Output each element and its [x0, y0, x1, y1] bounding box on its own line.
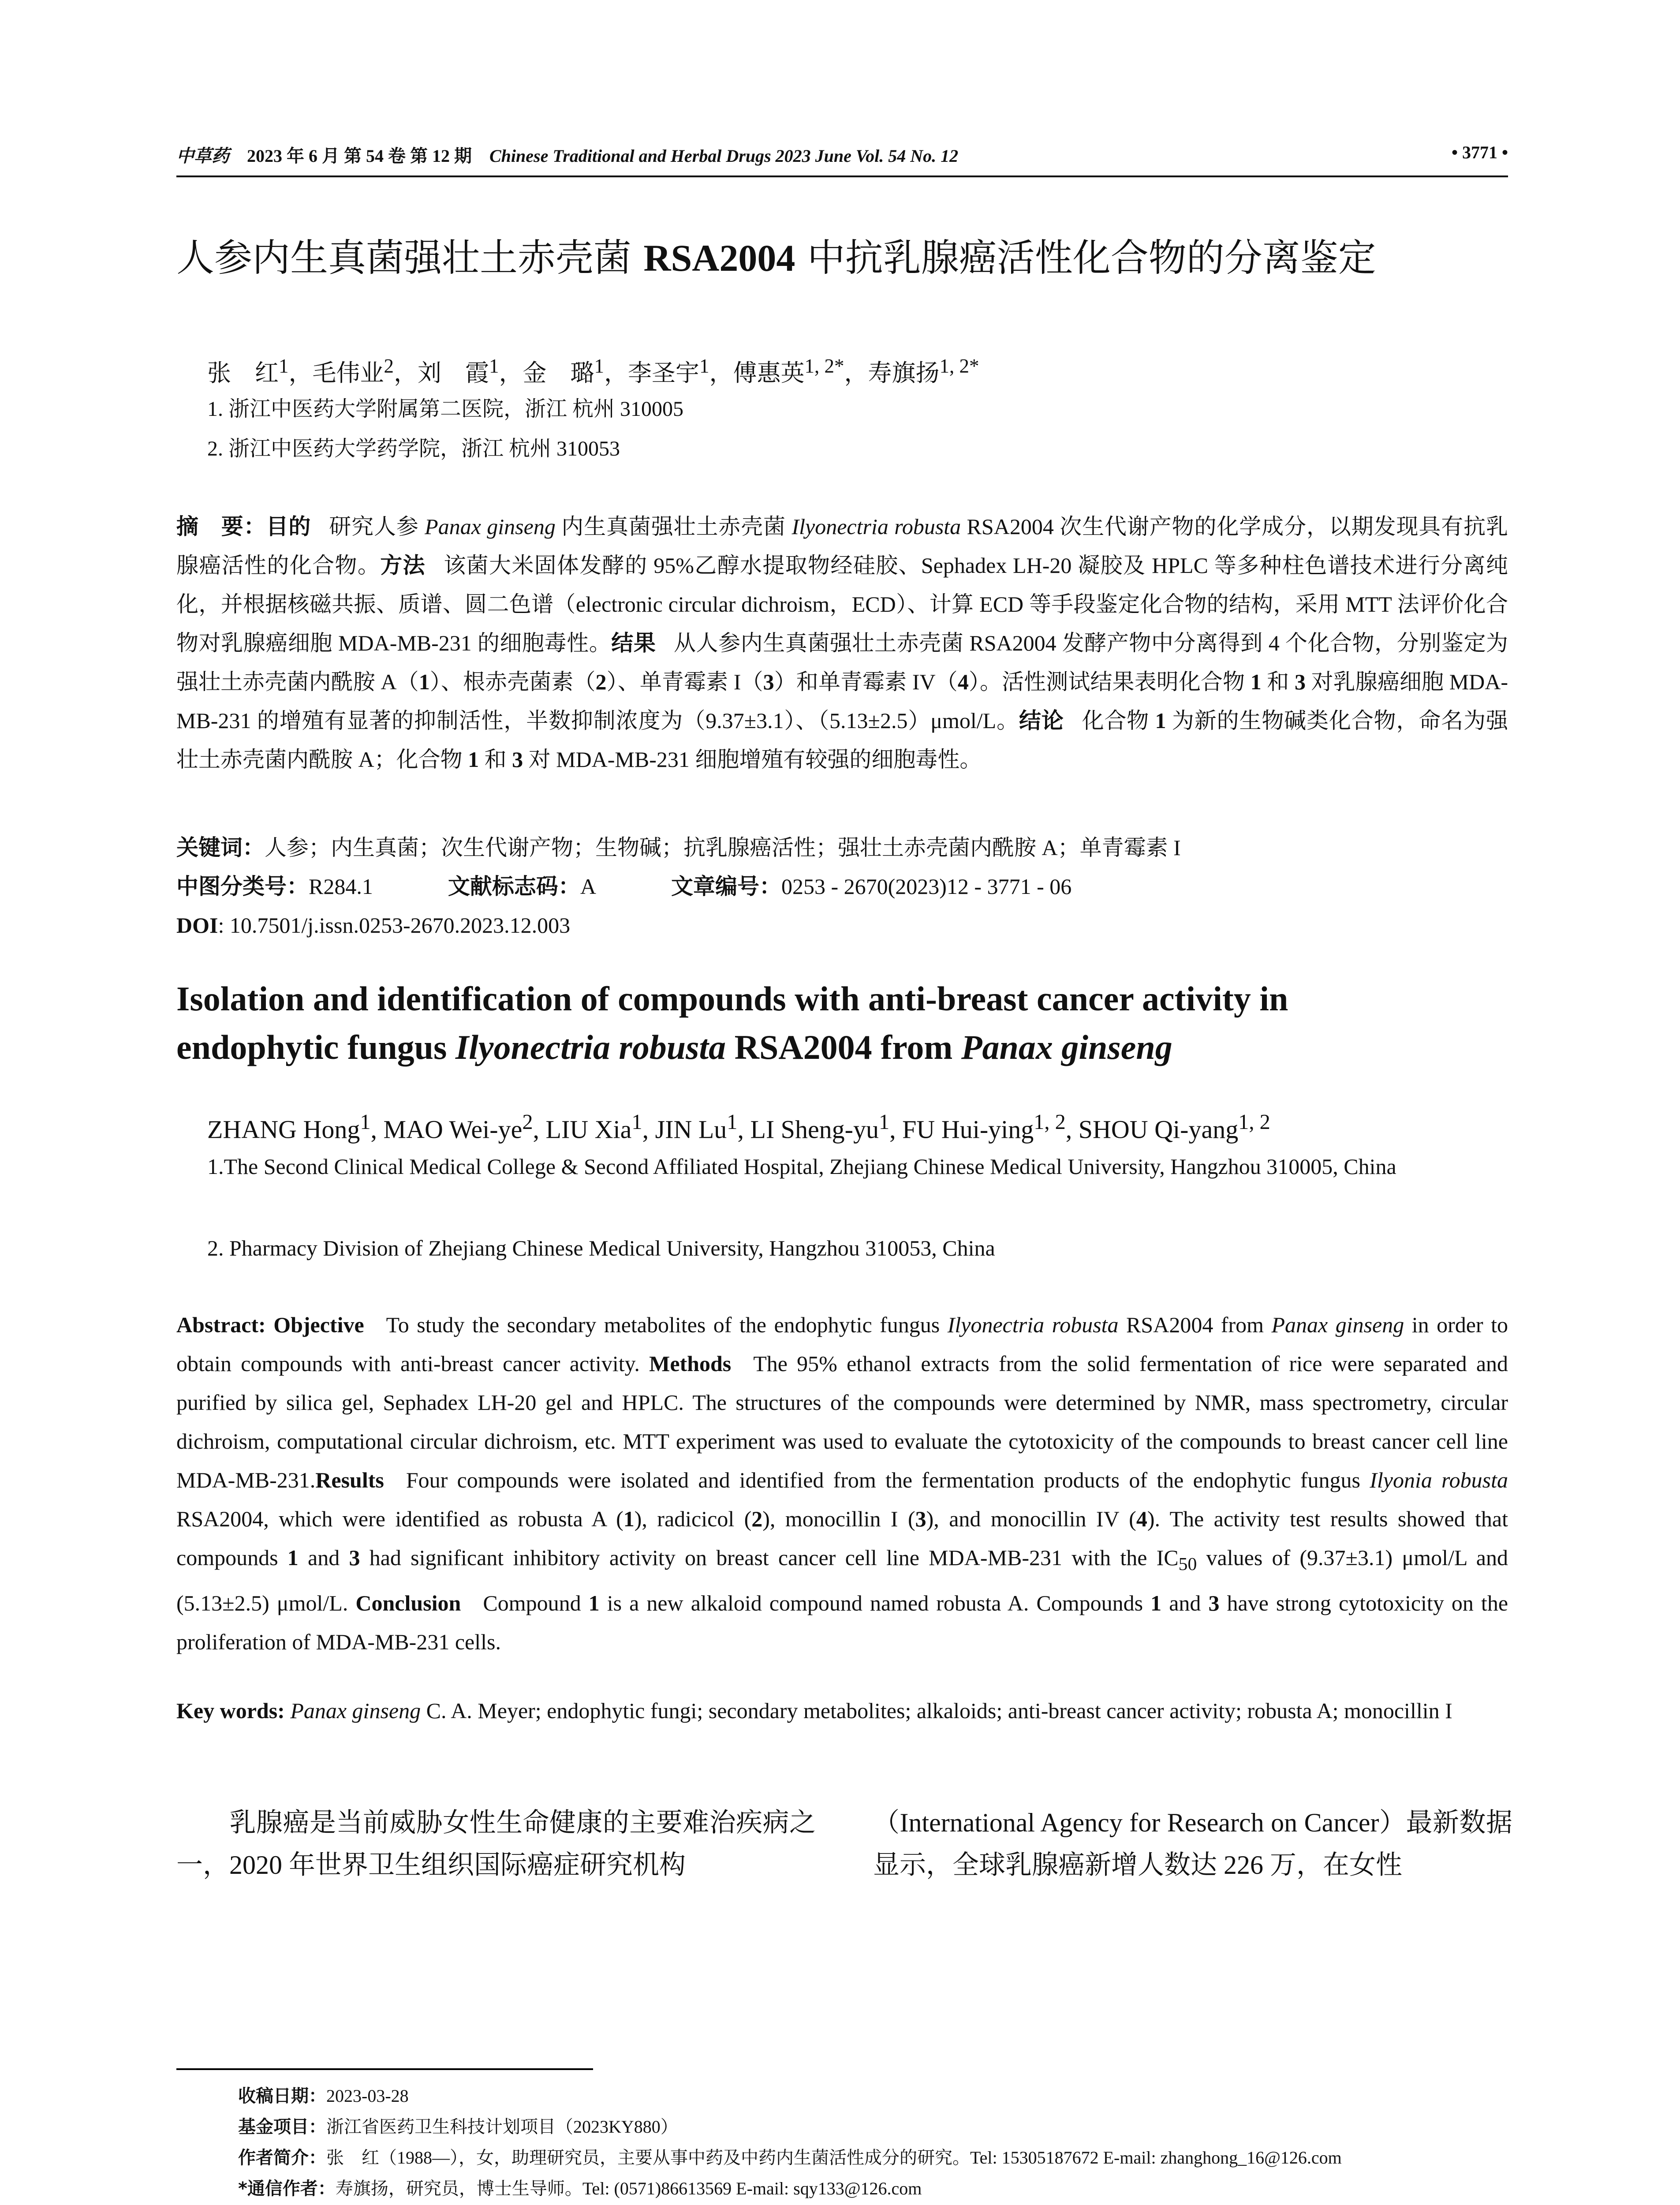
issue-info-cn: 2023 年 6 月 第 54 卷 第 12 期: [247, 146, 472, 166]
title-cn-strain: RSA2004: [643, 237, 795, 279]
title-en-line: endophytic fungus: [176, 1028, 455, 1066]
abstract-text: and: [298, 1545, 349, 1570]
doi-label: DOI: [176, 913, 218, 938]
abstract-en-label: Abstract: Objective: [176, 1312, 364, 1337]
compound-number: 1: [1250, 669, 1262, 694]
affil-sup: 1, 2: [1034, 1110, 1066, 1134]
body-text: （International Agency for Research on Cancer）最新数据显示，全球乳腺癌新增人数达 226 万，在女性: [873, 1808, 1512, 1880]
affiliation-en-2: 2. Pharmacy Division of Zhejiang Chinese Medical University, Hangzhou 310053, China: [207, 1236, 995, 1260]
author-cn: ，寿旗扬: [844, 360, 940, 386]
issue-info-en: Chinese Traditional and Herbal Drugs 2023 June Vol. 54 No. 12: [489, 146, 959, 166]
body-column-left: [176, 1801, 816, 1886]
author-en: , LIU Xia: [533, 1115, 632, 1144]
compound-number: 4: [957, 669, 969, 694]
author-cn: 张 红: [207, 360, 279, 386]
affil-sup: 1: [489, 355, 499, 377]
affiliation-cn-1: 1. 浙江中医药大学附属第二医院，浙江 杭州 310005: [207, 397, 684, 421]
abstract-text: RSA2004, which were identified as robusta A (: [176, 1506, 623, 1531]
abstract-text: had significant inhibitory activity on breast cancer cell line MDA-MB-231 with the IC: [360, 1545, 1179, 1570]
keywords-cn-label: 关键词：: [176, 835, 265, 860]
species-name: Panax ginseng: [1271, 1312, 1404, 1337]
abstract-text: RSA2004 from: [1118, 1312, 1272, 1337]
title-en-line: RSA2004 from: [726, 1028, 961, 1066]
compound-number: 1: [1150, 1591, 1162, 1615]
author-en: ZHANG Hong: [207, 1115, 360, 1144]
doc-code-value: A: [580, 874, 596, 899]
abstract-text: 为新的生物碱类化合物，命名为强壮土赤壳菌内酰胺 A；化合物: [176, 708, 1508, 772]
footnote-label: 作者简介：: [238, 2148, 326, 2168]
author-en: , LI Sheng-yu: [737, 1115, 879, 1144]
footnote-text: 张 红（1988—），女，助理研究员，主要从事中药及中药内生菌活性成分的研究。Tel: 15305187672 E-mail: zhanghong_16@126.com: [326, 2148, 1342, 2168]
compound-number: 3: [349, 1545, 360, 1570]
classification-line: [176, 867, 1071, 906]
doc-code-label: 文献标志码：: [448, 874, 580, 899]
author-cn: ，李圣宇: [604, 360, 699, 386]
keywords-en-text: C. A. Meyer; endophytic fungi; secondary metabolites; alkaloids; anti-breast cancer activity; robusta A; monocillin I: [421, 1698, 1452, 1723]
abstract-text: values of (9.37±3.1) μmol/L and (5.13±2.5) μmol/L.: [176, 1545, 1508, 1615]
compound-number: 1: [418, 669, 430, 694]
affil-sup: 2: [384, 355, 394, 377]
doi-line: [176, 906, 570, 945]
affil-sup: 1: [727, 1110, 738, 1134]
compound-number: 2: [751, 1506, 763, 1531]
species-name: Ilyonectria robusta: [455, 1028, 726, 1066]
body-column-right: [873, 1801, 1512, 1886]
affil-sup: 1, 2*: [804, 355, 844, 377]
footnote-corresponding: [238, 2174, 922, 2203]
body-text: 乳腺癌是当前威胁女性生命健康的主要难治疾病之一，2020 年世界卫生组织国际癌症研究机构: [176, 1808, 816, 1880]
keywords-cn: [176, 828, 1181, 867]
affil-sup: 2: [522, 1110, 533, 1134]
conclusion-label: 结论: [1019, 708, 1064, 733]
footnote-label: 收稿日期：: [238, 2086, 326, 2106]
keywords-en-label: Key words:: [176, 1698, 285, 1723]
affil-sup: 1, 2*: [939, 355, 979, 377]
author-en: , FU Hui-ying: [889, 1115, 1034, 1144]
author-cn: ，金 璐: [499, 360, 594, 386]
abstract-text: ）、单青霉素 I（: [606, 669, 763, 694]
abstract-text: ）、根赤壳菌素（: [429, 669, 596, 694]
abstract-text: 对乳腺癌细胞 MDA-MB-231 的增殖有显著的抑制活性，半数抑制浓度为（9.37±3.1）、（5.13±2.5）μmol/L。: [176, 669, 1508, 733]
author-en: , MAO Wei-ye: [370, 1115, 523, 1144]
abstract-text: 内生真菌强壮土赤壳菌: [555, 514, 792, 539]
abstract-text: ）和单青霉素 IV（: [774, 669, 958, 694]
species-name: Ilyonia robusta: [1370, 1468, 1508, 1492]
footnote-rule: [176, 2068, 593, 2070]
affiliation-en-1: 1.The Second Clinical Medical College & Second Affiliated Hospital, Zhejiang Chinese Medical University, Hangzhou 310005, China: [207, 1154, 1396, 1179]
article-no-value: 0253 - 2670(2023)12 - 3771 - 06: [781, 874, 1072, 899]
abstract-text: ), and monocillin IV (: [926, 1506, 1136, 1531]
keywords-cn-text: 人参；内生真菌；次生代谢产物；生物碱；抗乳腺癌活性；强壮土赤壳菌内酰胺 A；单青霉素 I: [265, 835, 1181, 860]
title-cn: [176, 234, 1543, 282]
abstract-text: 该菌大米固体发酵的 95%乙醇水提取物经硅胶、Sephadex LH-20 凝胶及 HPLC 等多种柱色谱技术进行分离纯化，并根据核磁共振、质谱、圆二色谱（electronic circular dichroism，ECD）、计算 ECD 等手段鉴定化合物的结构，采用 MTT 法评价化合物对乳腺癌细胞 MDA-MB-231 的细胞毒性。: [176, 553, 1508, 655]
abstract-text: have strong cytotoxicity on the proliferation of MDA-MB-231 cells.: [176, 1591, 1508, 1654]
abstract-en: [176, 1305, 1508, 1661]
abstract-text: Four compounds were isolated and identified from the fermentation products of the endophytic fungus: [406, 1468, 1370, 1492]
compound-number: 1: [588, 1591, 600, 1615]
page-number: • 3771 •: [1451, 142, 1508, 162]
title-en: [176, 975, 1521, 1072]
compound-number: 3: [915, 1506, 926, 1531]
footnote-label: 基金项目：: [238, 2117, 326, 2137]
authors-en: [207, 1105, 1270, 1147]
compound-number: 1: [287, 1545, 299, 1570]
abstract-text: ), monocillin I (: [762, 1506, 915, 1531]
abstract-cn: [176, 507, 1508, 779]
author-en: , JIN Lu: [642, 1115, 727, 1144]
affil-sup: 1, 2: [1238, 1110, 1270, 1134]
author-cn: ，毛伟业: [288, 360, 384, 386]
footnote-text: 浙江省医药卫生科技计划项目（2023KY880）: [326, 2117, 678, 2137]
footnote-fund: [238, 2112, 678, 2141]
species-name: Ilyonectria robusta: [791, 514, 961, 539]
species-name: Panax ginseng: [961, 1028, 1172, 1066]
author-cn: ，傅惠英: [709, 360, 805, 386]
clc-label: 中图分类号：: [176, 874, 309, 899]
compound-number: 2: [595, 669, 607, 694]
species-name: Panax ginseng: [284, 1698, 421, 1723]
methods-label: Methods: [649, 1351, 732, 1376]
affil-sup: 1: [699, 355, 709, 377]
affil-sup: 1: [631, 1110, 642, 1134]
compound-number: 3: [1208, 1591, 1220, 1615]
compound-number: 1: [623, 1506, 635, 1531]
abstract-text: 从人参内生真菌强壮土赤壳菌 RSA2004 发酵产物中分离得到 4 个化合物，分别鉴定为强壮土赤壳菌内酰胺 A（: [176, 631, 1508, 694]
results-label: 结果: [611, 630, 656, 656]
abstract-text: ), radicicol (: [634, 1506, 752, 1531]
abstract-text: 对 MDA-MB-231 细胞增殖有较强的细胞毒性。: [523, 747, 982, 772]
compound-number: 3: [512, 747, 523, 772]
header-rule: [176, 176, 1508, 177]
abstract-text: is a new alkaloid compound named robusta A. Compounds: [599, 1591, 1151, 1615]
compound-number: 3: [1294, 669, 1306, 694]
abstract-text: To study the secondary metabolites of the endophytic fungus: [386, 1312, 948, 1337]
doi-value: : 10.7501/j.issn.0253-2670.2023.12.003: [218, 913, 571, 938]
abstract-text: 和: [1261, 669, 1295, 694]
abstract-cn-label: 摘 要：: [176, 514, 266, 539]
footnote-author-bio: [238, 2143, 1342, 2172]
abstract-text: in order to obtain compounds with anti-breast cancer activity.: [176, 1312, 1508, 1376]
abstract-text: 研究人参: [329, 514, 425, 539]
compound-number: 1: [1155, 708, 1166, 733]
methods-label: 方法: [380, 553, 426, 578]
species-name: Panax ginseng: [425, 514, 556, 539]
conclusion-label: Conclusion: [355, 1591, 461, 1615]
abstract-text: ). The activity test results showed that compounds: [176, 1506, 1508, 1570]
abstract-text: The 95% ethanol extracts from the solid fermentation of rice were separated and purified by silica gel, Sephadex LH-20 gel and HPLC. The structures of the compounds were determined by NMR, mass spectrometry, circular dichroism, computational circular dichroism, etc. MTT experiment was used to evaluate the cytotoxicity of the compounds to breast cancer cell line MDA-MB-231.: [176, 1351, 1508, 1492]
species-name: Ilyonectria robusta: [947, 1312, 1119, 1337]
affil-sup: 1: [879, 1110, 890, 1134]
author-cn: ，刘 霞: [394, 360, 489, 386]
abstract-text: and: [1161, 1591, 1209, 1615]
affil-sup: 1: [279, 355, 289, 377]
footnote-text: 2023-03-28: [326, 2086, 409, 2106]
footnote-label: *通信作者：: [238, 2179, 336, 2199]
abstract-text: 和: [479, 747, 512, 772]
journal-name-cn: 中草药: [176, 146, 229, 166]
article-no-label: 文章编号：: [671, 874, 781, 899]
title-cn-part: 中抗乳腺癌活性化合物的分离鉴定: [795, 236, 1376, 280]
results-label: Results: [315, 1468, 384, 1492]
compound-number: 4: [1136, 1506, 1147, 1531]
footnote-text: 寿旗扬，研究员，博士生导师。Tel: (0571)86613569 E-mail: sqy133@126.com: [335, 2179, 922, 2198]
abstract-text: 化合物: [1081, 708, 1155, 733]
title-cn-part: 人参内生真菌强壮土赤壳菌: [176, 236, 644, 280]
clc-value: R284.1: [309, 874, 373, 899]
running-header: [176, 142, 1508, 168]
affiliation-cn-2: 2. 浙江中医药大学药学院，浙江 杭州 310053: [207, 437, 620, 460]
abstract-text: RSA2004 次生代谢产物的化学成分，以期发现具有抗乳腺癌活性的化合物。: [176, 514, 1508, 578]
affil-sup: 1: [360, 1110, 371, 1134]
title-en-line: Isolation and identification of compounds with anti-breast cancer activity in: [176, 979, 1288, 1018]
abstract-text: ）。活性测试结果表明化合物: [968, 669, 1251, 694]
objective-label: 目的: [266, 514, 311, 539]
footnote-received: [238, 2082, 409, 2111]
author-en: , SHOU Qi-yang: [1065, 1115, 1239, 1144]
compound-number: 1: [468, 747, 479, 772]
authors-cn: [207, 348, 979, 391]
affil-sup: 1: [594, 355, 604, 377]
keywords-en: [176, 1691, 1508, 1730]
compound-number: 3: [763, 669, 774, 694]
abstract-text: Compound: [483, 1591, 589, 1615]
subscript: 50: [1178, 1554, 1197, 1574]
